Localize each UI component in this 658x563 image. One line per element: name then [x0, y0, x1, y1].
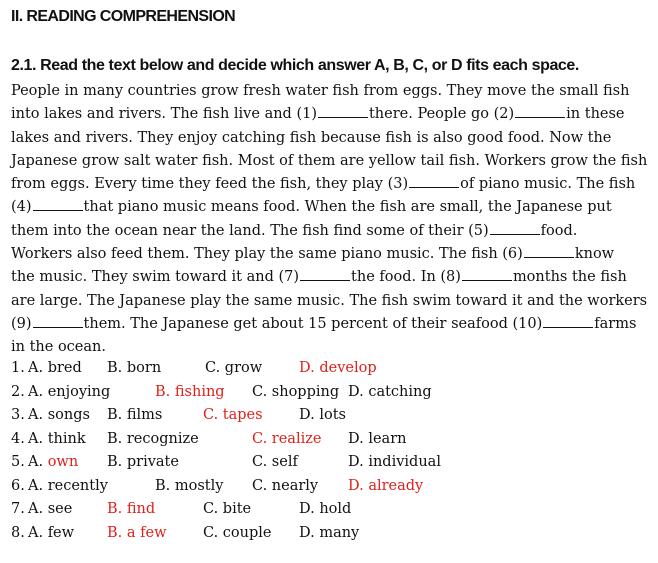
passage-text: them. The Japanese get about 15 percent of their seafood (10): [83, 315, 543, 332]
option-b: B. recognize: [107, 430, 199, 447]
option-a: A. bred: [28, 360, 82, 376]
answer-blank: [300, 267, 350, 281]
passage-text: are large. The Japanese play the same music. The fish swim toward it and the workers: [11, 292, 648, 309]
answer-blank: [318, 104, 368, 118]
option-b-highlighted: B. a few: [107, 524, 167, 541]
option-d: D. many: [299, 524, 360, 541]
option-b-highlighted: B. fishing: [155, 383, 225, 400]
passage-text: in the ocean.: [11, 339, 106, 356]
passage-line: [11, 150, 651, 173]
option-c: C. bite: [203, 501, 252, 517]
passage-text: months the fish: [512, 269, 627, 286]
option-d: D. learn: [348, 430, 407, 447]
passage-text: Workers also feed them. They play the same piano music. The fish (6): [11, 246, 523, 263]
option-b-highlighted: B. find: [107, 501, 156, 517]
passage-text: the food. In (8): [351, 269, 461, 286]
option-a: A. songs: [28, 407, 90, 423]
option-a: A. think: [28, 430, 86, 447]
section-heading: II. READING COMPREHENSION: [11, 8, 236, 25]
option-a-label: A.: [28, 454, 44, 470]
option-c-highlighted: C. realize: [252, 430, 322, 447]
option-d: D. individual: [348, 454, 441, 470]
passage-text: know: [574, 246, 615, 263]
passage-text: farms: [594, 315, 637, 332]
passage-text: Japanese grow salt water fish. Most of them are yellow tail fish. Workers grow the fish: [11, 152, 648, 169]
answer-blank: [515, 104, 565, 118]
option-a: [28, 454, 78, 470]
passage-line: [11, 127, 651, 150]
passage-text: the music. They swim toward it and (7): [11, 269, 300, 286]
question-number: 8.: [11, 524, 25, 541]
passage-text: that piano music means food. When the fish are small, the Japanese put: [83, 199, 612, 216]
passage-line: [11, 173, 651, 196]
passage-text: lakes and rivers. They enjoy catching fish because fish is also good food. Now the: [11, 129, 612, 146]
reading-passage: [11, 80, 651, 360]
passage-line: [11, 313, 651, 336]
answer-blank: [462, 267, 512, 281]
option-a: A. enjoying: [28, 383, 111, 400]
passage-text: food.: [540, 222, 578, 239]
passage-line: [11, 220, 651, 243]
option-a: A. recently: [28, 477, 108, 494]
passage-text: them into the ocean near the land. The fish find some of their (5): [11, 222, 489, 239]
question-number: 4.: [11, 430, 25, 447]
question-number: 3.: [11, 407, 25, 423]
option-c: C. nearly: [252, 477, 319, 494]
option-c: C. grow: [205, 360, 263, 376]
passage-line: [11, 80, 651, 103]
option-c: C. couple: [203, 524, 272, 541]
option-c: C. self: [252, 454, 298, 470]
passage-line: [11, 336, 651, 359]
option-d: D. lots: [299, 407, 346, 423]
option-b: B. private: [107, 454, 179, 470]
answer-blank: [543, 314, 593, 328]
question-number: 5.: [11, 454, 25, 470]
exercise-instruction: 2.1. Read the text below and decide which answer A, B, C, or D fits each space.: [11, 57, 579, 74]
option-d-highlighted: D. already: [348, 477, 424, 494]
option-d-highlighted: D. develop: [299, 360, 377, 376]
answer-blank: [490, 221, 540, 235]
answer-blank: [409, 174, 459, 188]
passage-text: there. People go (2): [368, 106, 515, 123]
passage-line: [11, 243, 651, 266]
question-number: 1.: [11, 360, 25, 376]
option-c: C. shopping: [252, 383, 340, 400]
question-number: 7.: [11, 501, 25, 517]
option-a: A. few: [28, 524, 75, 541]
option-b: B. mostly: [155, 477, 224, 494]
answer-blank: [524, 244, 574, 258]
passage-text: from eggs. Every time they feed the fish, they play (3): [11, 176, 409, 193]
question-number: 6.: [11, 477, 25, 494]
option-d: D. catching: [348, 383, 432, 400]
passage-line: [11, 196, 651, 219]
option-c-highlighted: C. tapes: [203, 407, 263, 423]
option-a: A. see: [28, 501, 73, 517]
passage-line: [11, 103, 651, 126]
passage-line: [11, 266, 651, 289]
passage-text: of piano music. The fish: [460, 176, 636, 193]
answer-blank: [33, 197, 83, 211]
passage-text: into lakes and rivers. The fish live and (1): [11, 106, 317, 123]
option-b: B. born: [107, 360, 162, 376]
answer-blank: [33, 314, 83, 328]
option-d: D. hold: [299, 501, 352, 517]
passage-text: (4): [11, 199, 32, 216]
passage-text: (9): [11, 315, 32, 332]
passage-line: [11, 290, 651, 313]
option-b: B. films: [107, 407, 163, 423]
passage-text: People in many countries grow fresh water fish from eggs. They move the small fish: [11, 83, 630, 99]
option-a-word-highlighted: own: [47, 454, 79, 470]
question-number: 2.: [11, 383, 25, 400]
passage-text: in these: [566, 106, 625, 123]
